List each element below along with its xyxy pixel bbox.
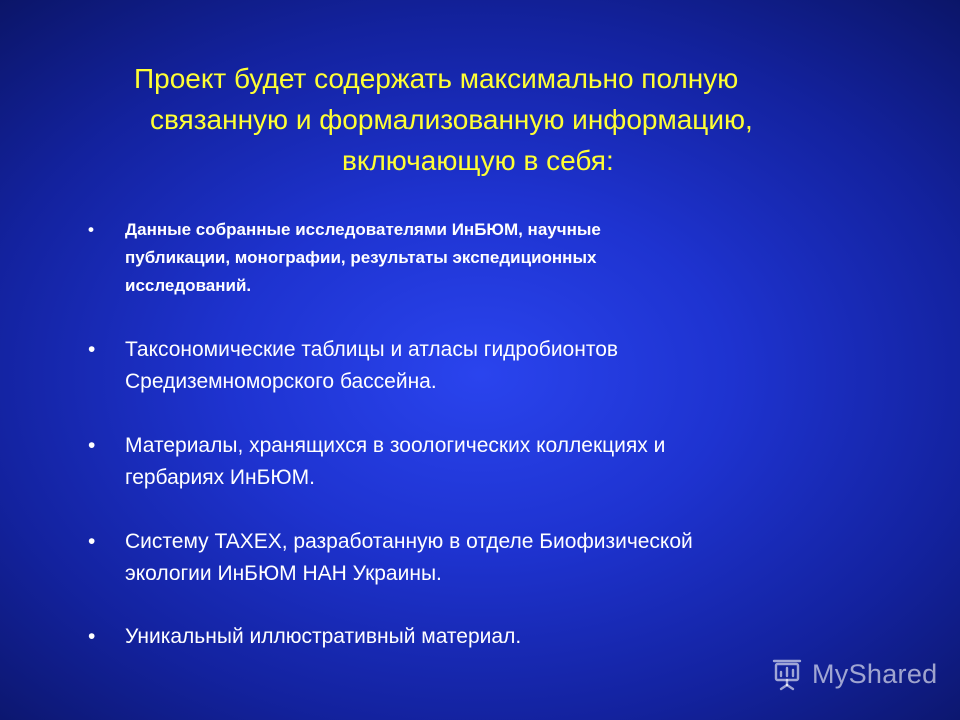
title-line-1: Проект будет содержать максимально полную — [134, 63, 739, 94]
bullet-line: Средиземноморского бассейна. — [125, 370, 437, 393]
bullet-line: гербариях ИнБЮМ. — [125, 466, 315, 489]
bullet-line: Данные собранные исследователями ИнБЮМ, научные — [125, 220, 601, 239]
bullet-line: исследований. — [125, 276, 252, 295]
bullet-line: публикации, монографии, результаты экспедиционных — [125, 248, 597, 267]
presentation-board-icon — [768, 655, 806, 693]
bullet-line: Уникальный иллюстративный материал. — [125, 625, 522, 648]
title-line-2: связанную и формализованную информацию, — [150, 104, 753, 135]
bullet-text — [125, 621, 521, 653]
bullet-icon: • — [88, 338, 96, 361]
bullet-text — [125, 430, 665, 494]
watermark-text: MyShared — [812, 659, 938, 689]
bullet-line: Систему TAXEX, разработанную в отделе Биофизической — [125, 530, 693, 553]
bullet-line: Материалы, хранящихся в зоологических коллекциях и — [125, 434, 666, 457]
bullet-icon: • — [88, 434, 96, 457]
bullet-icon: • — [88, 530, 96, 553]
bullet-text — [125, 334, 618, 398]
bullet-text — [125, 216, 601, 300]
bullet-line: экологии ИнБЮМ НАН Украины. — [125, 562, 442, 585]
title-line-3: включающую в себя: — [342, 145, 614, 176]
bullet-line: Таксономические таблицы и атласы гидробионтов — [125, 338, 619, 361]
bullet-text — [125, 526, 693, 590]
bullet-icon: • — [88, 625, 96, 648]
watermark-logo — [768, 654, 937, 694]
bullet-icon: • — [88, 220, 94, 239]
